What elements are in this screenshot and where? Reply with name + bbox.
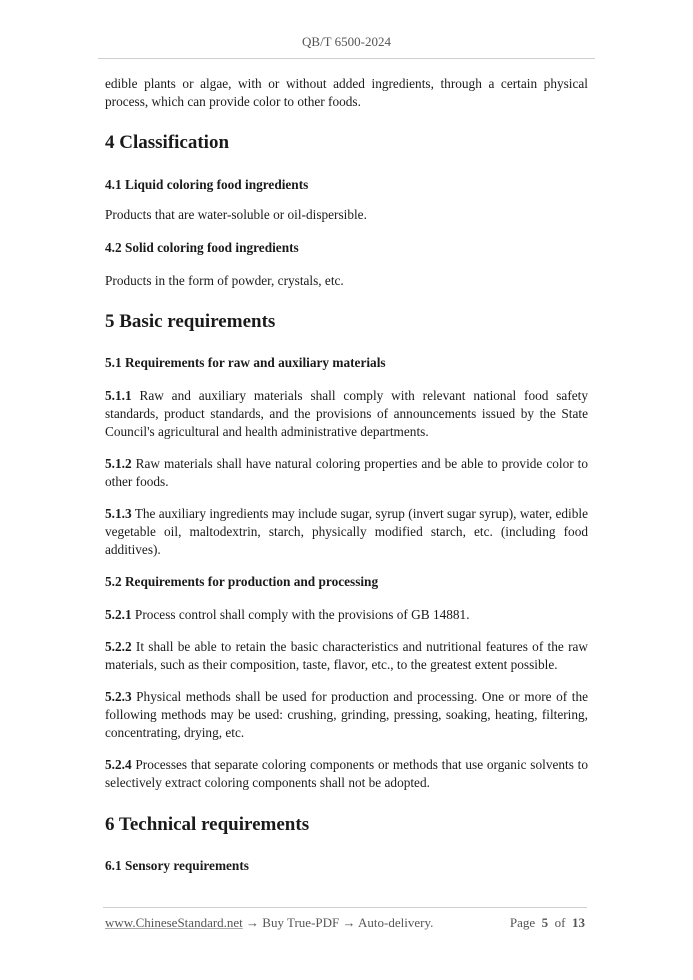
clause-text: Process control shall comply with the provisions of GB 14881. — [134, 607, 470, 622]
section-4-1-heading: 4.1 Liquid coloring food ingredients — [105, 177, 309, 192]
section-4-1-text: Products that are water-soluble or oil-dispersible. — [105, 207, 367, 222]
section-5-heading: 5 Basic requirements — [105, 311, 276, 332]
clause-text: It shall be able to retain the basic characteristics and nutritional features of the raw materials, such as their composition, taste, flavor, etc., to the greatest extent possible. — [105, 639, 588, 672]
header-divider — [98, 58, 595, 59]
footer-tagline: → Buy True-PDF → Auto-delivery. — [242, 915, 434, 930]
section-4-2-heading: 4.2 Solid coloring food ingredients — [105, 240, 299, 255]
page-footer — [105, 915, 585, 931]
section-6-heading: 6 Technical requirements — [105, 814, 310, 835]
section-5-1-heading: 5.1 Requirements for raw and auxiliary materials — [105, 355, 386, 370]
document-id-header: QB/T 6500-2024 — [302, 34, 391, 49]
chinese-standard-link[interactable]: www.ChineseStandard.net — [105, 915, 243, 930]
clause-5-1-2 — [105, 455, 588, 491]
clause-5-1-1 — [105, 387, 588, 441]
clause-text: The auxiliary ingredients may include sugar, syrup (invert sugar syrup), water, edible vegetable oil, maltodextrin, starch, physically modified starch, etc. (including food additives). — [105, 506, 588, 557]
clause-number: 5.1.1 — [105, 388, 132, 403]
clause-number: 5.2.4 — [105, 757, 132, 772]
clause-text: Processes that separate coloring components or methods that use organic solvents to selectively extract coloring components shall not be adopted. — [105, 757, 589, 790]
clause-5-2-2 — [105, 638, 588, 674]
clause-number: 5.1.3 — [105, 506, 132, 521]
clause-5-2-4 — [105, 756, 588, 792]
section-5-2-heading: 5.2 Requirements for production and processing — [105, 574, 379, 589]
clause-5-2-3 — [105, 688, 588, 742]
section-4-2-text: Products in the form of powder, crystals, etc. — [105, 273, 344, 288]
clause-text: Raw materials shall have natural coloring properties and be able to provide color to other foods. — [105, 456, 588, 489]
clause-5-2-1 — [105, 606, 588, 624]
section-4-heading: 4 Classification — [105, 132, 230, 153]
clause-number: 5.2.1 — [105, 607, 132, 622]
current-page: 5 — [541, 915, 549, 930]
clause-number: 5.1.2 — [105, 456, 132, 471]
clause-text: Physical methods shall be used for production and processing. One or more of the following methods may be used: crushing, grinding, pressing, soaking, heating, filtering, concentrating, drying, etc. — [105, 689, 588, 740]
intro-paragraph: edible plants or algae, with or without added ingredients, through a certain physical process, which can provide color to other foods. — [105, 76, 588, 109]
clause-number: 5.2.2 — [105, 639, 132, 654]
clause-number: 5.2.3 — [105, 689, 132, 704]
of-label: of — [554, 915, 566, 930]
footer-divider — [103, 907, 587, 908]
total-pages: 13 — [572, 915, 585, 930]
page-indicator — [510, 915, 585, 931]
page-label: Page — [509, 915, 536, 930]
section-6-1-heading: 6.1 Sensory requirements — [105, 858, 249, 873]
clause-text: Raw and auxiliary materials shall comply with relevant national food safety standards, product standards, and the provisions of announcements issued by the State Council's agricultural and health administrative departments. — [105, 388, 588, 439]
clause-5-1-3 — [105, 505, 588, 559]
